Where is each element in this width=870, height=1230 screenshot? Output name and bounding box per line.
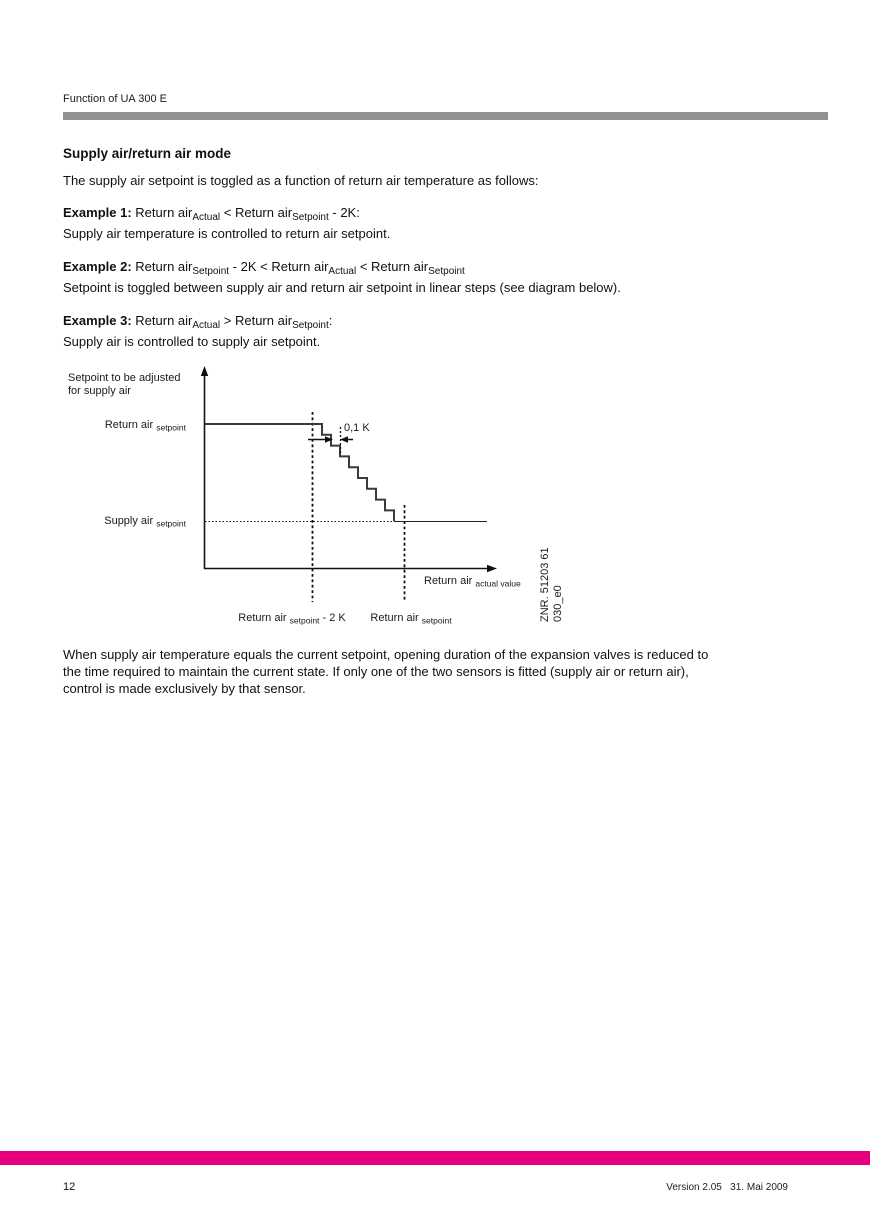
condition-text: :	[328, 313, 333, 328]
condition-text: - 2K:	[328, 205, 360, 220]
condition-text: < Return air	[356, 259, 429, 274]
x-axis-title	[424, 575, 521, 589]
label-main: Return air	[238, 612, 287, 624]
example-3-description: Supply air is controlled to supply air setpoint.	[63, 334, 321, 349]
condition-subscript: Setpoint	[192, 266, 230, 277]
condition-subscript: Setpoint	[292, 320, 329, 331]
label-subscript: setpoint	[156, 422, 186, 433]
condition-subscript: Setpoint	[428, 266, 465, 277]
example-1-label: Example 1:	[63, 205, 132, 220]
label-subscript: setpoint	[156, 518, 186, 529]
label-main: Return air	[104, 419, 154, 431]
closing-line-1: When supply air temperature equals the current setpoint, opening duration of the expansion valves is reduced to	[63, 647, 709, 662]
step-width-annotation	[344, 422, 370, 434]
label-subscript: actual value	[475, 578, 521, 589]
x-axis-arrow-icon	[487, 565, 497, 572]
y-axis-arrow-icon	[201, 366, 208, 376]
condition-subscript: Actual	[192, 212, 221, 223]
drawing-number-line1: ZNR. 51203 61	[539, 547, 551, 622]
step-width-value: 0,1 K	[344, 422, 370, 434]
y-tick-return-air-setpoint	[105, 419, 187, 433]
condition-text: < Return air	[220, 205, 293, 220]
condition-text: > Return air	[220, 313, 293, 328]
header-rule	[63, 112, 828, 120]
version-info: Version 2.05 31. Mai 2009	[666, 1182, 788, 1193]
closing-line-2: the time required to maintain the current state. If only one of the two sensors is fitted (supply air or return air),	[63, 664, 689, 679]
label-main: Supply air	[104, 515, 154, 527]
condition-subscript: Actual	[328, 266, 357, 277]
diagram-y-axis-title	[68, 372, 184, 397]
label-main: Return air	[370, 612, 419, 624]
label-subscript: setpoint	[289, 615, 320, 626]
label-tail: - 2 K	[322, 612, 346, 624]
closing-line-3: control is made exclusively by that sensor.	[63, 681, 306, 696]
condition-text: Return air	[135, 205, 193, 220]
x-tick-return-air-setpoint	[370, 612, 452, 626]
y-tick-supply-air-setpoint	[104, 515, 186, 529]
condition-text: - 2K < Return air	[229, 259, 329, 274]
setpoint-step-diagram	[0, 360, 600, 645]
label-main: Return air	[424, 575, 473, 587]
example-3-title	[63, 313, 333, 331]
intro-paragraph: The supply air setpoint is toggled as a function of return air temperature as follows:	[63, 173, 539, 188]
example-2-label: Example 2:	[63, 259, 132, 274]
example-2-description: Setpoint is toggled between supply air and return air setpoint in linear steps (see diagram below).	[63, 280, 621, 295]
section-heading: Supply air/return air mode	[63, 146, 232, 161]
example-1-description: Supply air temperature is controlled to return air setpoint.	[63, 226, 391, 241]
example-2-title	[63, 259, 465, 277]
condition-text: Return air	[135, 259, 193, 274]
closing-paragraph	[63, 646, 708, 697]
x-tick-return-air-setpoint-minus-2k	[238, 612, 346, 627]
condition-subscript: Actual	[192, 320, 221, 331]
footer-accent-bar	[0, 1151, 870, 1165]
header-title: Function of UA 300 E	[63, 93, 167, 105]
drawing-number-line2: 030_e0	[552, 585, 564, 622]
label-subscript: setpoint	[421, 615, 452, 626]
example-1-title	[63, 205, 360, 223]
y-axis-title-line1: Setpoint to be adjusted	[68, 372, 181, 384]
step-function-curve	[205, 424, 394, 521]
drawing-number	[539, 544, 564, 622]
step-width-right-arrowhead-icon	[340, 436, 348, 443]
page-number: 12	[63, 1181, 76, 1193]
example-3-label: Example 3:	[63, 313, 132, 328]
condition-text: Return air	[135, 313, 193, 328]
condition-subscript: Setpoint	[292, 212, 329, 223]
y-axis-title-line2: for supply air	[68, 385, 131, 397]
